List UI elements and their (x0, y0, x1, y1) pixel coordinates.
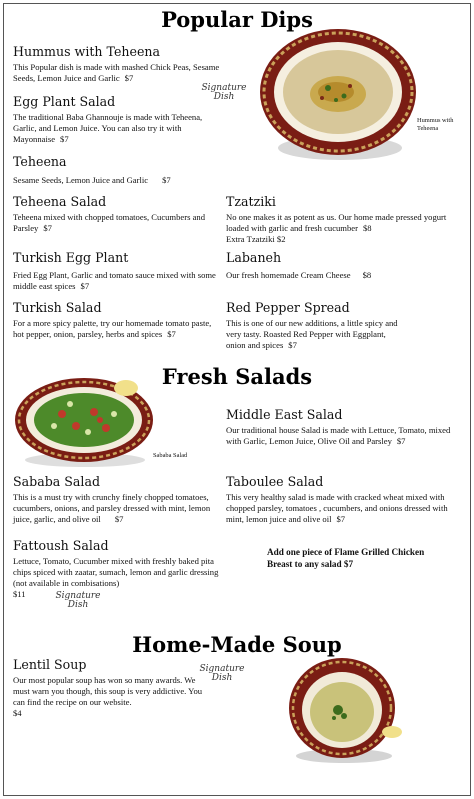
item-price: $7 (43, 223, 52, 233)
item-description: The traditional Baba Ghannouje is made with Teheena, Garlic, and Lemon Juice. You can also try it with Mayonnaise $7 (13, 112, 203, 144)
menu-item-taboulee-salad (226, 474, 466, 525)
menu-item-egg-plant-salad (13, 94, 213, 145)
item-description: This Popular dish is made with mashed Chick Peas, Sesame Seeds, Lemon Juice and Garlic $7 (13, 62, 220, 83)
item-description: Lettuce, Tomato, Cucumber mixed with freshly baked pita chips spiced with zaatar, sumach, lemon and garlic dressing (not available in combisations) $11 (13, 556, 219, 599)
menu-item-turkish-salad (13, 300, 218, 340)
item-price: $7 (114, 514, 124, 524)
hummus-caption-line1: Hummus with (417, 117, 454, 124)
item-description: Our fresh homemade Cream Cheese $8 (226, 270, 372, 280)
item-price: $7 (124, 73, 134, 83)
item-name: Red Pepper Spread (226, 300, 350, 315)
item-price: $4 (13, 708, 22, 718)
item-price: $8 (362, 223, 372, 233)
item-name: Taboulee Salad (226, 474, 324, 489)
menu-item-teheena (13, 154, 228, 186)
item-price: $7 (60, 134, 69, 144)
menu-item-sababa-salad (13, 474, 223, 525)
item-description: This is a must try with crunchy finely chopped tomatoes, cucumbers, onions, and parsley dressed with mint, lemon juice, garlic, and olive oil $7 (13, 492, 211, 524)
menu-item-red-pepper-spread (226, 300, 401, 351)
item-name: Tzatziki (226, 194, 276, 209)
item-description: Our traditional house Salad is made with Lettuce, Tomato, mixed with Garlic, Lemon Juice, Olive Oil and Parsley $7 (226, 425, 451, 446)
hummus-caption (417, 117, 453, 133)
sababa-salad-plate-image (14, 376, 156, 468)
item-name: Labaneh (226, 250, 282, 265)
item-price: $7 (162, 175, 171, 185)
item-price: $7 (396, 436, 406, 446)
signature-dish-badge: Signature Dish (201, 83, 247, 102)
menu-item-teheena-salad (13, 194, 213, 234)
item-name: Middle East Salad (226, 407, 343, 422)
item-name: Teheena (13, 154, 67, 169)
signature-dish-badge: Signature Dish (55, 591, 101, 610)
menu-item-turkish-egg-plant (13, 250, 218, 292)
item-description: Sesame Seeds, Lemon Juice and Garlic $7 (13, 175, 171, 185)
item-description: Teheena mixed with chopped tomatoes, Cucumbers and Parsley $7 (13, 212, 205, 233)
hummus-plate-image (258, 26, 418, 164)
item-description: Our most popular soup has won so many awards. We must warn you though, this soup is very addictive. You can find the recipe on our website. $4 (13, 675, 203, 718)
item-price: $8 (362, 270, 372, 280)
menu-item-lentil-soup (13, 657, 203, 719)
item-price: $7 (80, 281, 90, 291)
item-name: Egg Plant Salad (13, 94, 116, 109)
menu-item-fattoush-salad (13, 538, 225, 600)
item-price: $7 (288, 340, 297, 350)
section-title-home-made-soup: Home-Made Soup (132, 632, 342, 657)
item-description: No one makes it as potent as us. Our home made pressed yogurt loaded with garlic and fresh cucumber $8 Extra Tzatziki $2 (226, 212, 447, 244)
item-name: Turkish Egg Plant (13, 250, 129, 265)
item-description: Fried Egg Plant, Garlic and tomato sauce mixed with some middle east spices $7 (13, 270, 216, 291)
item-name: Lentil Soup (13, 657, 87, 672)
item-name: Teheena Salad (13, 194, 107, 209)
signature-dish-badge: Signature Dish (199, 664, 245, 683)
item-price: $7 (336, 514, 346, 524)
menu-item-middle-east-salad (226, 407, 466, 447)
item-name: Hummus with Teheena (13, 44, 161, 59)
item-price: $11 (13, 589, 26, 599)
section-title-fresh-salads: Fresh Salads (161, 364, 313, 389)
menu-item-labaneh (226, 250, 466, 281)
item-name: Fattoush Salad (13, 538, 109, 553)
item-extra: Extra Tzatziki $2 (226, 234, 286, 244)
hummus-caption-line2: Teheena (417, 125, 439, 132)
menu-item-hummus (13, 44, 228, 84)
section-title-popular-dips: Popular Dips (161, 7, 313, 32)
item-description: This very healthy salad is made with cracked wheat mixed with chopped parsley, tomatoes , cucumbers, and onions dressed with mint, lemon juice and olive oil $7 (226, 492, 448, 524)
item-price: $7 (167, 329, 176, 339)
item-description: For a more spicy palette, try our homemade tomato paste, hot pepper, onion, parsley, herbs and spices $7 (13, 318, 212, 339)
item-name: Turkish Salad (13, 300, 102, 315)
sababa-caption: Sababa Salad (153, 452, 188, 459)
item-description: This is one of our new additions, a little spicy and very tasty. Roasted Red Pepper with Eggplant, onion and spices $7 (226, 318, 398, 350)
item-name: Sababa Salad (13, 474, 101, 489)
lentil-soup-bowl-image (286, 652, 406, 764)
salad-chicken-addon: Add one piece of Flame Grilled Chicken Breast to any salad $7 (267, 547, 425, 569)
menu-item-tzatziki (226, 194, 466, 245)
